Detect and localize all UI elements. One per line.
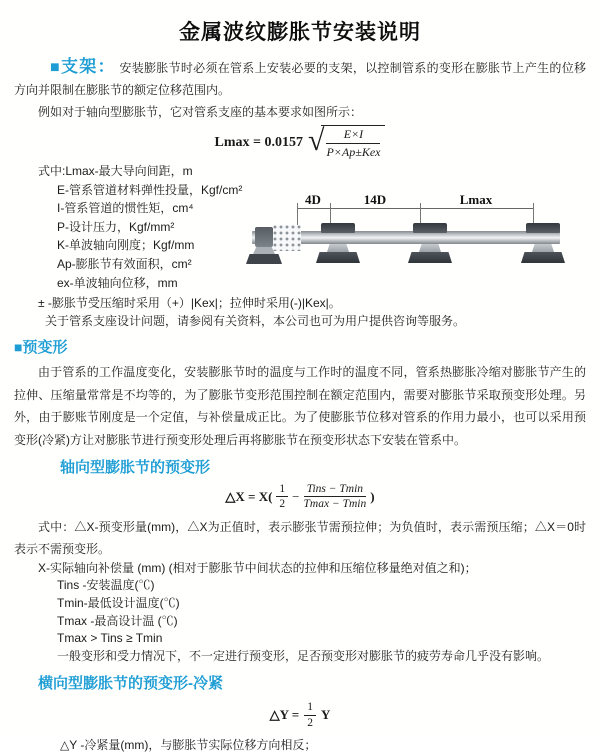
pipe-support-diagram [245,194,577,284]
consult-note: 关于管系支座设计问题，请参阅有关资料，本公司也可为用户提供咨询等服务。 [45,314,466,328]
subheading-axial-preform: 轴向型膨胀节的预变形 [60,459,211,476]
definition-line: E-管系管道材料弹性投量，Kgf/cm² [57,182,243,197]
lmax-formula [14,125,586,160]
dimension-label-4d: 4D [305,192,321,207]
note-line: Tmax > Tins ≥ Tmin [57,631,163,646]
axial-preform-formula [14,482,586,512]
support-foot [521,252,565,263]
note-line: 一般变形和受力情况下，不一定进行预变形，足否预变形对膨胀节的疲劳寿命几乎没有影响。 [57,648,550,663]
support-clamp [526,223,560,233]
guide-support [519,194,567,264]
temperature-fraction [304,482,367,512]
subheading-lateral-preform: 横向型膨胀节的预变形-冷紧 [38,675,223,693]
support-foot [316,252,360,263]
guide-support [314,194,362,264]
support-neck [419,244,441,252]
definition-line: ex-单波轴向位移，mm [57,275,178,290]
definition-line: Ap-膨胀节有效面积，cm² [57,256,192,271]
support-neck [327,244,349,252]
lateral-preform-formula [14,700,586,730]
lateral-note-text: △Y -冷紧量(mm)，与膨胀节实际位移方向相反； [60,738,317,753]
half-fraction-denominator: 2 [279,498,286,511]
dimension-label-14d: 14D [363,192,387,207]
note-line: Tmin-最低设计温度(℃) [57,595,180,610]
support-example-text: 例如对于轴向型膨胀节，它对管系支座的基本要求如图所示： [38,105,363,119]
half-fraction [276,482,288,512]
support-clamp [321,223,355,233]
note-line: X-实际轴向补偿量 (mm) (相对于膨胀节中间状态的拉伸和压缩位移量绝对值之和)； [38,560,477,575]
minus-sign: − [292,488,300,504]
definition-line: 式中:Lmax-最大导向间距，m [38,164,193,178]
definition-line: I-管系管道的惯性矩，cm⁴ [57,201,194,216]
section-heading-support [50,57,116,76]
section-heading-support-label: 支架： [60,57,116,76]
dimension-label-lmax: Lmax [459,192,493,207]
temperature-fraction-numerator: Tins − Tmin [304,482,367,497]
half-fraction-denominator: 2 [307,716,313,729]
sqrt-radical-icon: √ [308,124,325,157]
lmax-formula-denominator: P×Ap±Kex [326,145,381,159]
note-line: Tmax -最高设计温 (℃) [57,613,178,628]
sqrt-expression [308,125,385,160]
support-paragraph [14,56,586,101]
section-heading-preform-label: 预变形 [22,339,68,356]
plusminus-note: ± -膨胀节受压缩时采用（+）|Kex|；拉伸时采用(-)|Kex|。 [38,296,341,310]
half-fraction [304,700,316,730]
guide-support [406,194,454,264]
definition-line: P-设计压力，Kgf/mm² [57,219,175,234]
support-foot [408,252,452,263]
note-line: Tins -安装温度(℃) [57,578,155,593]
temperature-fraction-denominator: Tmax − Tmin [303,498,367,511]
axial-formula-lhs: △X = X( [225,488,273,504]
definition-line: K-单波轴向刚度；Kgf/mm [57,238,195,253]
section-heading-preform [14,336,586,357]
preform-body-text: 由于管系的工作温度变化，安装膨胀节时的温度与工作时的温度不同，管系热膨胀冷缩对膨胀节产生的拉伸、压缩量常常是不均等的，为了膨胀节变形范围控制在额定范围内，需要对膨胀节采取预变形处理。另外，由于膨账节刚度是一个定值，与补偿量成正比。为了使膨胀节位移对管系的作用力最小，也可以采用预变形(冷紧)方让对膨胀节进行预变形处理后再将膨胀节在预变形状态下安装在管系中。 [14,365,586,447]
lmax-formula-numerator: E×I [326,127,380,144]
lmax-formula-lhs: Lmax = 0.0157 [214,134,303,150]
section-marker-icon: ■ [14,339,23,355]
axial-formula-close-paren: ) [370,488,375,504]
axial-notes-block [14,560,586,666]
support-neck [532,244,554,252]
support-clamp [413,223,447,233]
sqrt-radicand [321,125,385,160]
anchor-support-neck [253,247,275,254]
anchor-support-foot [246,254,282,264]
support-intro-text: 安装膨胀节时必须在管系上安装必要的支架，以控制管系的变形在膨胀节上产生的位移方向并限制在膨胀节的额定位移范围内。 [14,61,586,97]
anchor-support [255,227,273,247]
definitions-block [14,162,586,293]
lateral-formula-lhs: △Y = [269,707,300,723]
half-fraction-numerator: 1 [276,482,288,497]
half-fraction-numerator: 1 [304,700,316,715]
axial-explanation-text: 式中：△X-预变形量(mm)，△X为正值时，表示膨张节需预拉伸；为负值时，表示需预压缩；△X＝0时表示不需预变形。 [14,519,586,556]
lateral-formula-rhs: Y [320,707,331,723]
section-marker-icon: ■ [50,59,61,76]
bellows-expansion-joint [273,225,301,251]
page-title: 金属波纹膨胀节安装说明 [179,21,421,44]
